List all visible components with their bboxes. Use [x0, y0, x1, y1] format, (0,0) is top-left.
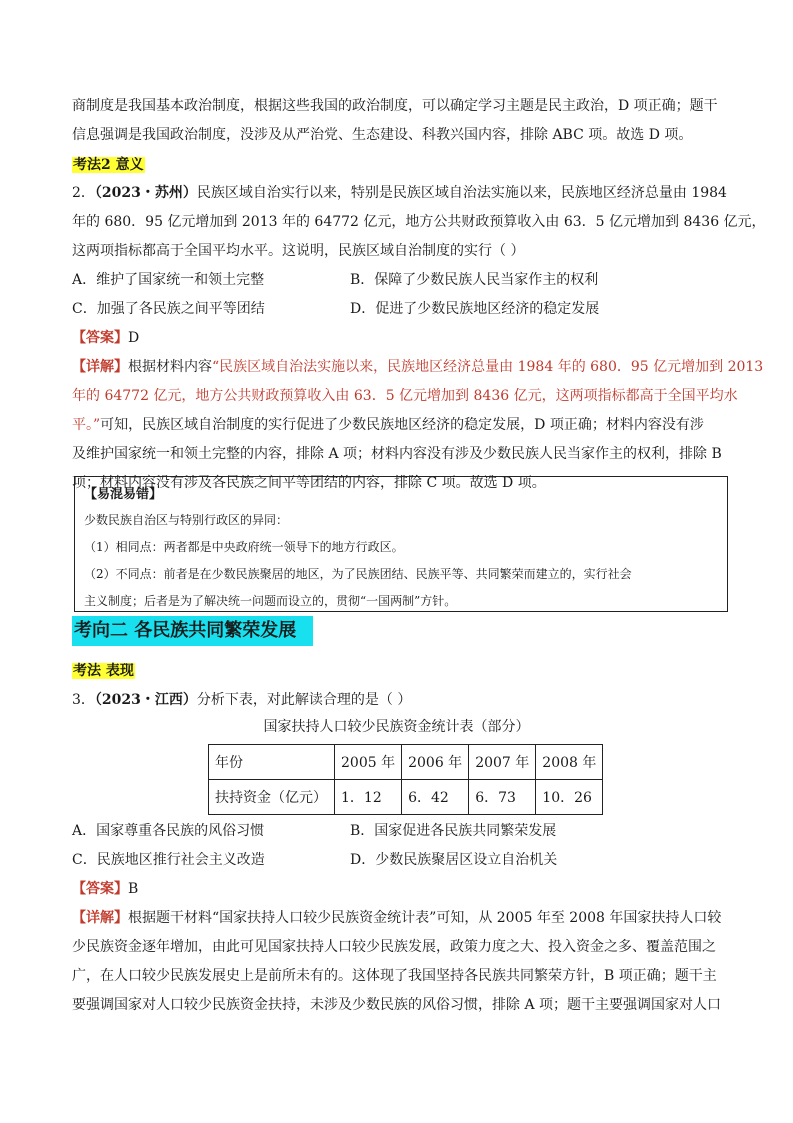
q2-detail-line-4: 及维护国家统一和领土完整的内容，排除 A 项；材料内容没有涉及少数民族人民当家作主的权利，排除 B: [72, 446, 722, 462]
tip-box-line: 少数民族自治区与特别行政区的异同：: [84, 513, 289, 527]
tip-box-line: （1）相同点：两者都是中央政府统一领导下的地方行政区。: [84, 540, 404, 554]
funding-table: [208, 744, 603, 815]
q2-stem-line-3: 这两项指标都高于全国平均水平。这说明，民族区域自治制度的实行（ ）: [72, 243, 525, 259]
table-cell: 6．73: [469, 780, 536, 815]
q3-option-a: A．国家尊重各民族的风俗习惯: [72, 823, 265, 839]
q2-options-row-1: [72, 266, 722, 295]
table-cell: 年份: [209, 745, 335, 780]
q2-option-c: C．加强了各民族之间平等团结: [72, 301, 265, 317]
table-row: [209, 780, 603, 815]
q2-option-b: B．保障了少数民族人民当家作主的权利: [350, 272, 599, 288]
q3-answer-block: [72, 817, 722, 1020]
table-cell: 扶持资金（亿元）: [209, 780, 335, 815]
q2-detail-line-1: 【详解】根据材料内容“民族区域自治法实施以来，民族地区经济总量由 1984 年的 680．95 亿元增加到 2013: [72, 359, 764, 375]
tip-box-line: （2）不同点：前者是在少数民族聚居的地区，为了民族团结、民族平等、共同繁荣而建立的，实行社会: [84, 567, 632, 581]
table-cell: 10．26: [536, 780, 603, 815]
section-heading: 考向二 各民族共同繁荣发展: [72, 616, 313, 646]
q3-block: [72, 660, 722, 715]
page-body: [72, 92, 766, 498]
q3-answer: 【答案】B: [72, 881, 139, 897]
prev-answer-line-2: 信息强调是我国政治制度，没涉及从严治党、生态建设、科教兴国内容，排除 ABC 项。故选 D 项。: [72, 127, 693, 143]
table-cell: 1．12: [335, 780, 402, 815]
q2-detail-line-5: 项；材料内容没有涉及各民族之间平等团结的内容，排除 C 项。故选 D 项。: [72, 475, 546, 491]
q2-stem-line-1: 2．（2023・苏州）民族区域自治实行以来，特别是民族区域自治法实施以来，民族地区经济总量由 1984: [72, 185, 727, 201]
q3-detail-line-4: 要强调国家对人口较少民族资金扶持，未涉及少数民族的风俗习惯，排除 A 项；题干主要强调国家对人口: [72, 997, 722, 1013]
q2-options-row-2: [72, 295, 722, 324]
q2-detail-line-3: 平。”可知，民族区域自治制度的实行促进了少数民族地区经济的稳定发展，D 项正确；材料内容没有涉: [72, 417, 704, 433]
q2-option-d: D．促进了少数民族地区经济的稳定发展: [350, 301, 600, 317]
confusion-tip-box: [74, 476, 728, 612]
q2-answer: 【答案】D: [72, 330, 140, 346]
table-cell: 2005 年: [335, 745, 402, 780]
q3-option-d: D．少数民族聚居区设立自治机关: [350, 852, 558, 868]
kaofa-biaoxian-heading: 考法 表现: [73, 663, 134, 679]
q3-detail-line-1: 【详解】根据题干材料“国家扶持人口较少民族资金统计表”可知，从 2005 年至 2008 年国家扶持人口较: [72, 910, 722, 926]
kaofa-2-heading: 考法2 意义: [73, 157, 144, 173]
table-header-row: [209, 745, 603, 780]
table-cell: 2008 年: [536, 745, 603, 780]
q3-option-b: B．国家促进各民族共同繁荣发展: [350, 823, 557, 839]
prev-answer-line-1: 商制度是我国基本政治制度，根据这些我国的政治制度，可以确定学习主题是民主政治，D 项正确；题干: [72, 98, 718, 114]
table-title: 国家扶持人口较少民族资金统计表（部分）: [263, 719, 530, 735]
q3-option-c: C．民族地区推行社会主义改造: [72, 852, 265, 868]
tip-box-title: 【易混易错】: [84, 487, 163, 502]
table-cell: 2007 年: [469, 745, 536, 780]
table-cell: 6．42: [402, 780, 469, 815]
q2-stem-line-2: 年的 680．95 亿元增加到 2013 年的 64772 亿元，地方公共财政预算收入由 63．5 亿元增加到 8436 亿元，: [72, 214, 766, 230]
q2-option-a: A．维护了国家统一和领土完整: [72, 272, 265, 288]
table-cell: 2006 年: [402, 745, 469, 780]
q3-stem: 3．（2023・江西）分析下表，对此解读合理的是（ ）: [72, 692, 412, 708]
q3-detail-line-2: 少民族资金逐年增加，由此可见国家扶持人口较少民族发展，政策力度之大、投入资金之多、覆盖范围之: [72, 939, 716, 955]
q3-options-row-1: [72, 817, 722, 846]
q2-detail-line-2: 年的 64772 亿元，地方公共财政预算收入由 63．5 亿元增加到 8436 亿元，这两项指标都高于全国平均水: [72, 388, 738, 404]
q3-detail-line-3: 广，在人口较少民族发展史上是前所未有的。这体现了我国坚持各民族共同繁荣方针，B 项正确；题干主: [72, 968, 717, 984]
q3-options-row-2: [72, 846, 722, 875]
tip-box-line: 主义制度；后者是为了解决统一问题而设立的，贯彻“一国两制”方针。: [84, 594, 457, 608]
